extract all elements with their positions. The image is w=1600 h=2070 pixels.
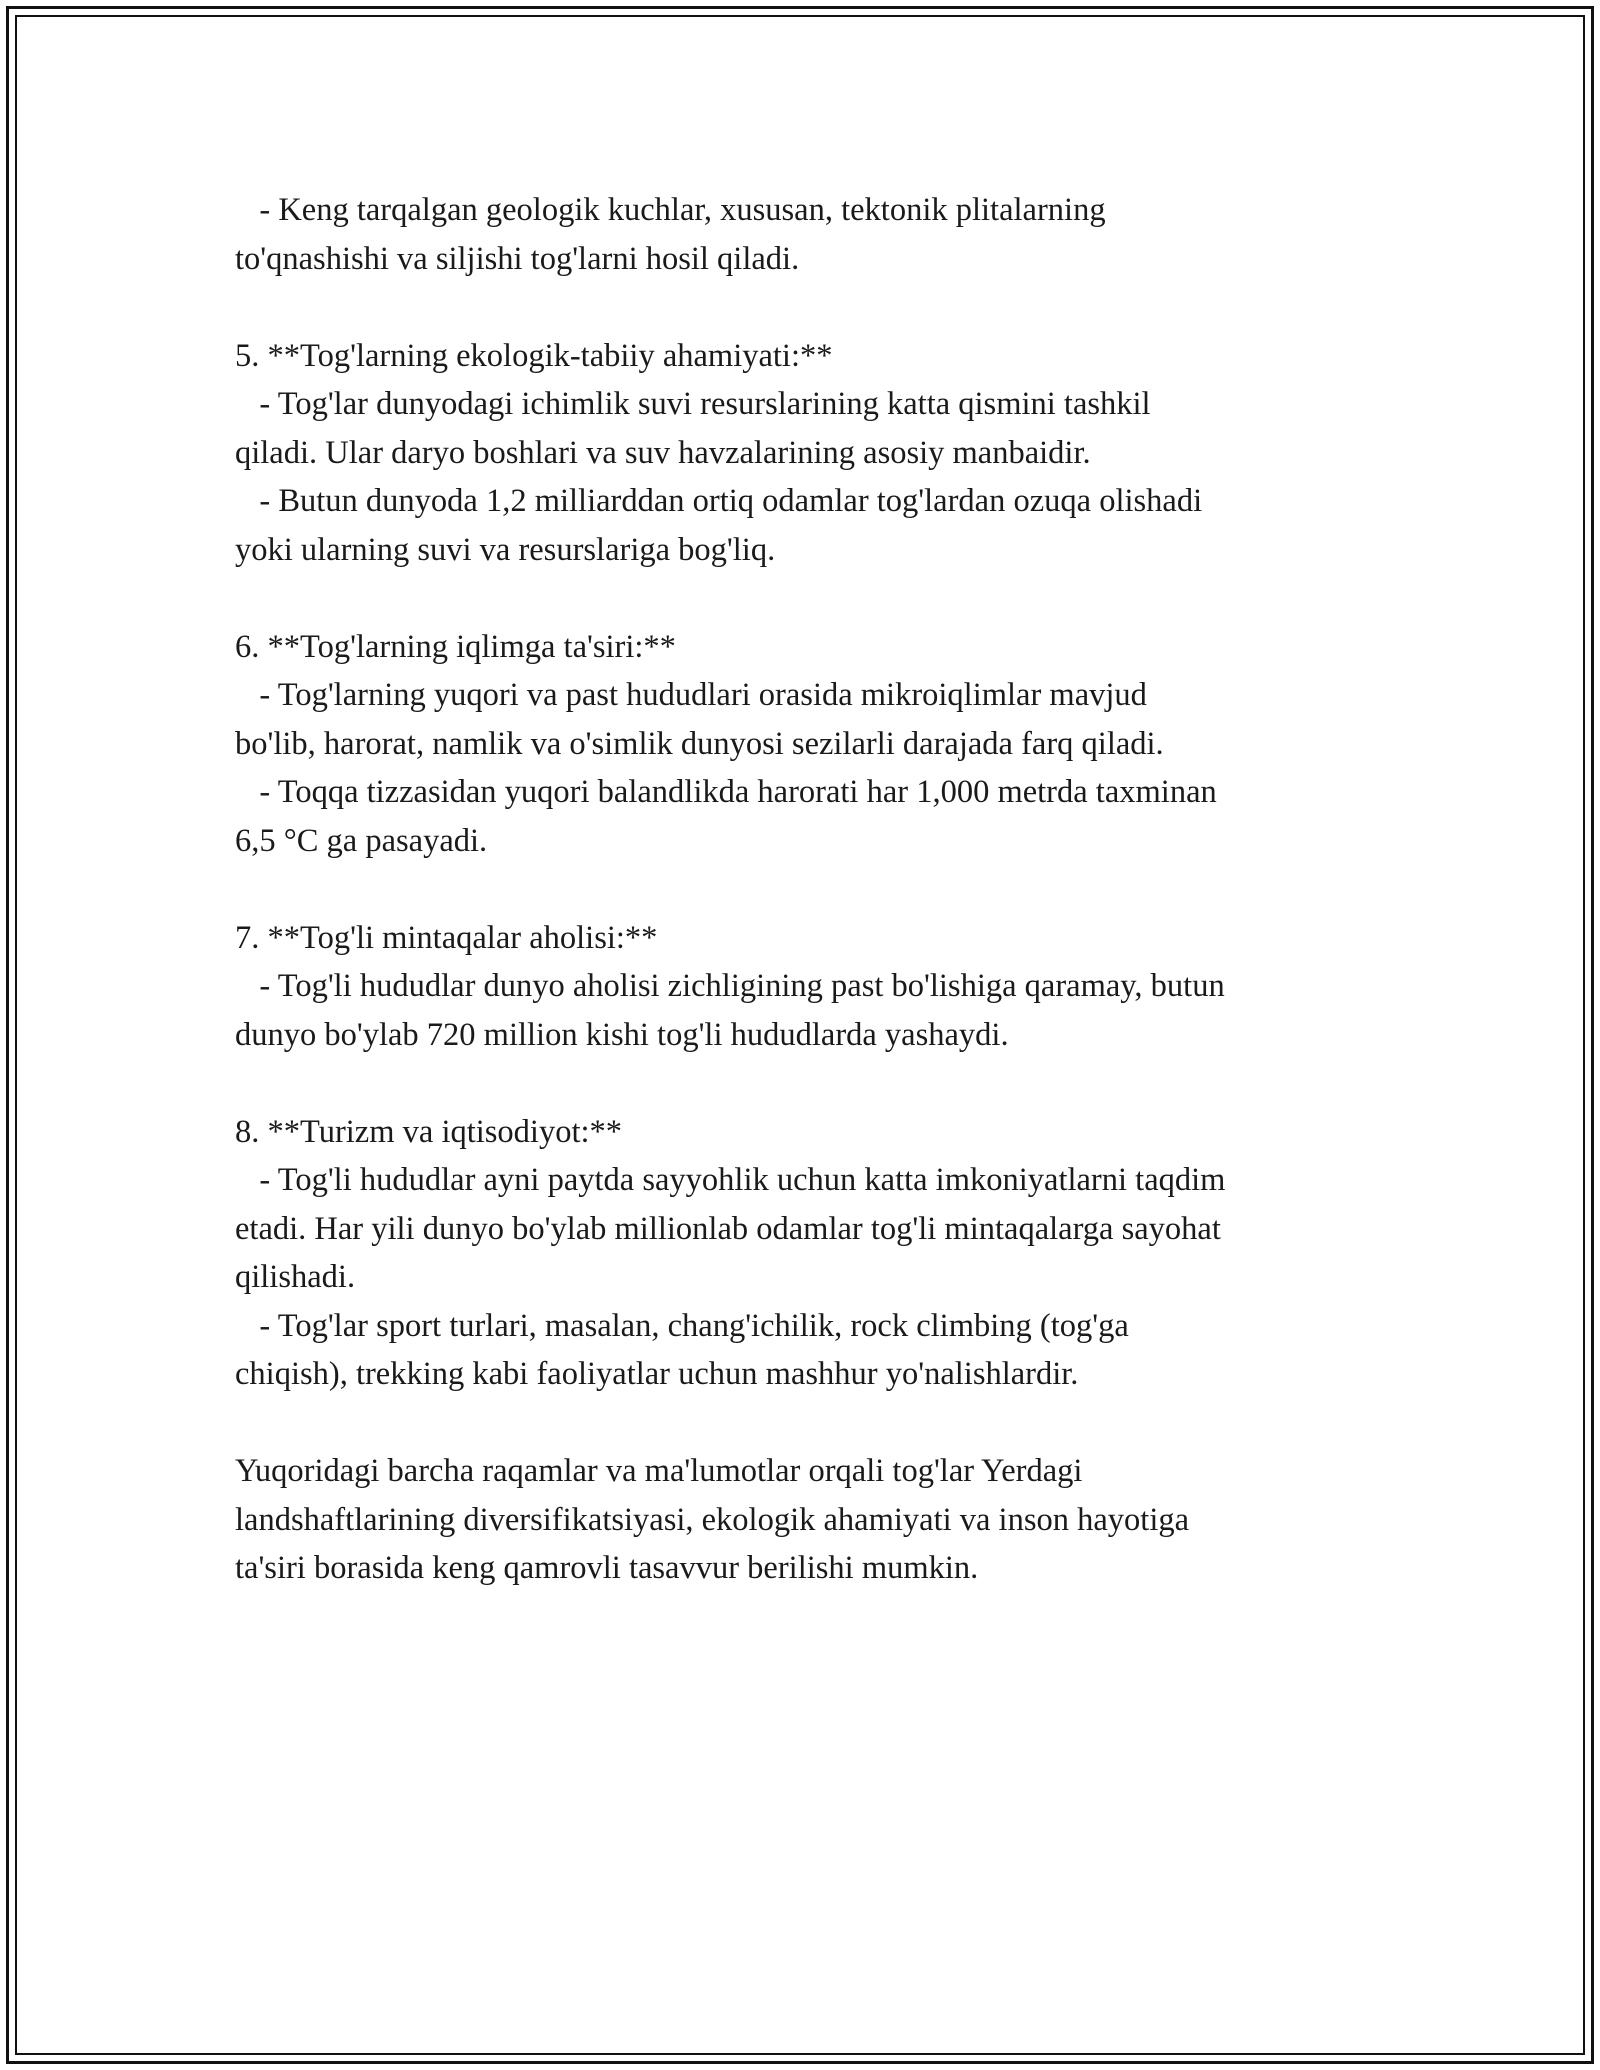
text-line: - Toqqa tizzasidan yuqori balandlikda harorati har 1,000 metrda taxminan xyxy=(235,774,1217,810)
text-line: landshaftlarining diversifikatsiyasi, ekologik ahamiyati va inson hayotiga xyxy=(235,1501,1190,1538)
paragraph-gap xyxy=(235,865,1365,914)
section-8 xyxy=(235,1108,1365,1399)
section-heading: 7. **Tog'li mintaqalar aholisi:** xyxy=(235,919,658,956)
text-line: ta'siri borasida keng qamrovli tasavvur berilishi mumkin. xyxy=(235,1550,979,1586)
text-line: 6,5 °C ga pasayadi. xyxy=(235,822,488,859)
section-5 xyxy=(235,332,1365,575)
text-line: - Tog'lar sport turlari, masalan, chang'ichilik, rock climbing (tog'ga xyxy=(235,1307,1129,1344)
text-line: - Keng tarqalgan geologik kuchlar, xususan, tektonik plitalarning xyxy=(235,192,1106,228)
text-line: dunyo bo'ylab 720 million kishi tog'li hududlarda yashaydi. xyxy=(235,1016,1009,1053)
text-line: - Tog'larning yuqori va past hududlari orasida mikroiqlimlar mavjud xyxy=(235,677,1147,713)
section-7 xyxy=(235,914,1365,1060)
text-line: - Tog'li hududlar ayni paytda sayyohlik uchun katta imkoniyatlarni taqdim xyxy=(235,1162,1226,1198)
section-6 xyxy=(235,623,1365,866)
paragraph-gap xyxy=(235,1399,1365,1448)
text-line: chiqish), trekking kabi faoliyatlar uchun mashhur yo'nalishlardir. xyxy=(235,1356,1079,1392)
document-body xyxy=(235,186,1365,1593)
text-line: qiladi. Ular daryo boshlari va suv havzalarining asosiy manbaidir. xyxy=(235,434,1091,471)
section-4-bullet-1 xyxy=(235,186,1365,283)
text-line: bo'lib, harorat, namlik va o'simlik dunyosi sezilarli darajada farq qiladi. xyxy=(235,725,1164,762)
section-heading: 5. **Tog'larning ekologik-tabiiy ahamiyati:** xyxy=(235,337,833,374)
paragraph-gap xyxy=(235,574,1365,623)
paragraph-gap xyxy=(235,1059,1365,1108)
text-line: - Tog'li hududlar dunyo aholisi zichligining past bo'lishiga qaramay, butun xyxy=(235,968,1225,1004)
text-line: yoki ularning suvi va resurslariga bog'liq. xyxy=(235,531,776,568)
text-line: Yuqoridagi barcha raqamlar va ma'lumotlar orqali tog'lar Yerdagi xyxy=(235,1453,1083,1489)
text-line: to'qnashishi va siljishi tog'larni hosil qiladi. xyxy=(235,240,800,277)
text-line: - Butun dunyoda 1,2 milliarddan ortiq odamlar tog'lardan ozuqa olishadi xyxy=(235,483,1203,519)
text-line: etadi. Har yili dunyo bo'ylab millionlab odamlar tog'li mintaqalarga sayohat xyxy=(235,1210,1221,1247)
text-line: - Tog'lar dunyodagi ichimlik suvi resurslarining katta qismini tashkil xyxy=(235,386,1151,422)
conclusion-paragraph xyxy=(235,1447,1365,1593)
text-line: qilishadi. xyxy=(235,1259,356,1295)
section-heading: 6. **Tog'larning iqlimga ta'siri:** xyxy=(235,628,676,665)
section-heading: 8. **Turizm va iqtisodiyot:** xyxy=(235,1113,623,1150)
paragraph-gap xyxy=(235,283,1365,332)
